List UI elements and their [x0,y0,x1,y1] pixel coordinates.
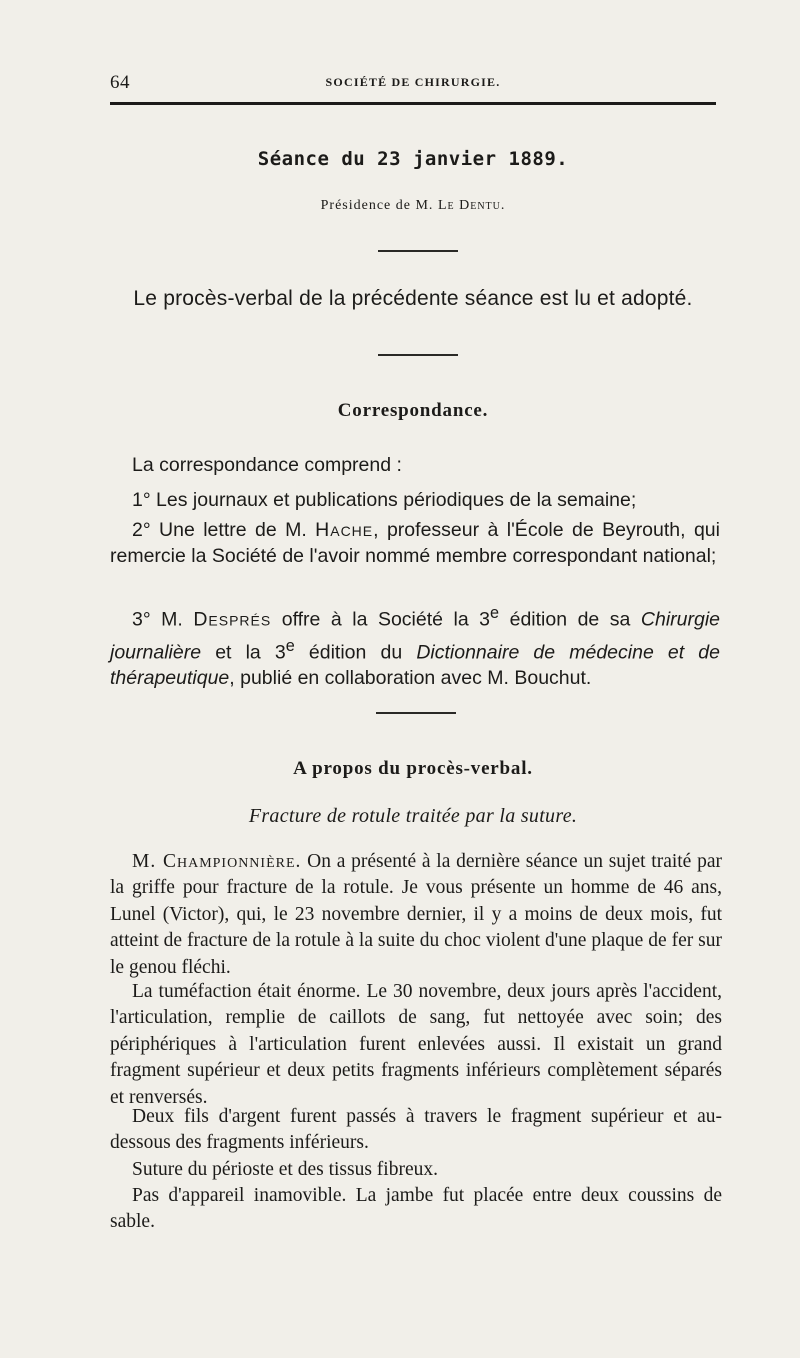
item3-book-title: Dictionnaire de médecine et de thérapeutique [110,641,720,689]
case-subtitle: Fracture de rotule traitée par la suture. [248,805,578,827]
correspondence-item-1 [110,487,720,513]
case-paragraph-3 [110,1104,722,1157]
item3-part: , publié en collaboration avec M. Bouchut. [229,667,592,689]
case-paragraph-2 [110,979,722,1111]
case-paragraph-5 [110,1183,722,1236]
running-title: SOCIÉTÉ DE CHIRURGIE. [325,75,501,89]
case-paragraph-3-text: Deux fils d'argent furent passés à travers le fragment supérieur et au-dessous des fragments inférieurs. [110,1106,722,1154]
item3-name: Després [193,608,272,631]
president-name: Le Dentu. [437,198,506,213]
separator-rule [376,712,456,714]
header-rule [110,102,716,105]
correspondence-intro-text: La correspondance comprend : [132,454,402,476]
item2-part: , professeur à l'École de Beyrouth, qui remercie la Société de l'avoir nommé membre correspondant national; [110,519,720,567]
item3-superscript: e [490,604,500,622]
correspondence-item-3 [110,600,720,691]
correspondence-item-3-text [110,600,720,691]
case-paragraph-4-text: Suture du périoste et des tissus fibreux. [132,1159,438,1180]
correspondence-item-2-text [110,517,720,569]
case-paragraph-5-text: Pas d'appareil inamovible. La jambe fut placée entre deux coussins de sable. [110,1185,722,1233]
page-header [110,70,716,94]
item3-part: édition de sa [499,608,641,631]
case-paragraph-1 [110,849,722,981]
correspondence-item-1-text: 1° Les journaux et publications périodiques de la semaine; [132,489,637,511]
case-paragraph-1-text: On a présenté à la dernière séance un sujet traité par la griffe pour fracture de la rotule. Je vous présente un homme de 46 ans, Lunel (Victor), qui, le 23 novembre dernier, il y a moins de deux mois, fut atteint de fracture de la rotule à la suite du choc violent d'une plaque de fer sur le genou fléchi. [110,851,722,978]
correspondence-heading: Correspondance. [337,400,489,421]
speaker-name: M. Championnière. [132,851,302,872]
correspondence-intro [110,452,720,478]
item3-part: offre à la Société la 3 [271,608,491,631]
case-paragraph-4 [110,1157,722,1183]
session-title: Séance du 23 janvier 1889. [257,148,569,170]
item3-part: 3° M. [132,608,194,631]
correspondence-item-2 [110,517,720,569]
item3-superscript: e [285,636,295,655]
separator-rule [378,354,458,356]
item3-part: et la 3 [201,641,286,663]
case-paragraph-2-text: La tuméfaction était énorme. Le 30 novembre, deux jours après l'accident, l'articulation, remplie de caillots de sang, fut nettoyée avec soin; des périphériques à l'articulation furent enlevées aussi. Il existait un grand fragment supérieur et deux petits fragments inférieurs complètement séparés et renversés. [110,981,722,1108]
page-number: 64 [110,72,130,93]
minutes-adopted: Le procès-verbal de la précédente séance est lu et adopté. [133,287,693,310]
minutes-discussion-heading: A propos du procès-verbal. [293,758,533,779]
item2-part: 2° Une lettre de M. [132,519,316,541]
presidency-line [110,198,716,214]
item2-name: Hache [315,519,374,541]
item3-part: édition du [294,641,417,663]
separator-rule [378,250,458,252]
item3-book-title: Chirurgie journalière [110,608,721,663]
presidency-prefix: Présidence de M. [320,198,438,213]
